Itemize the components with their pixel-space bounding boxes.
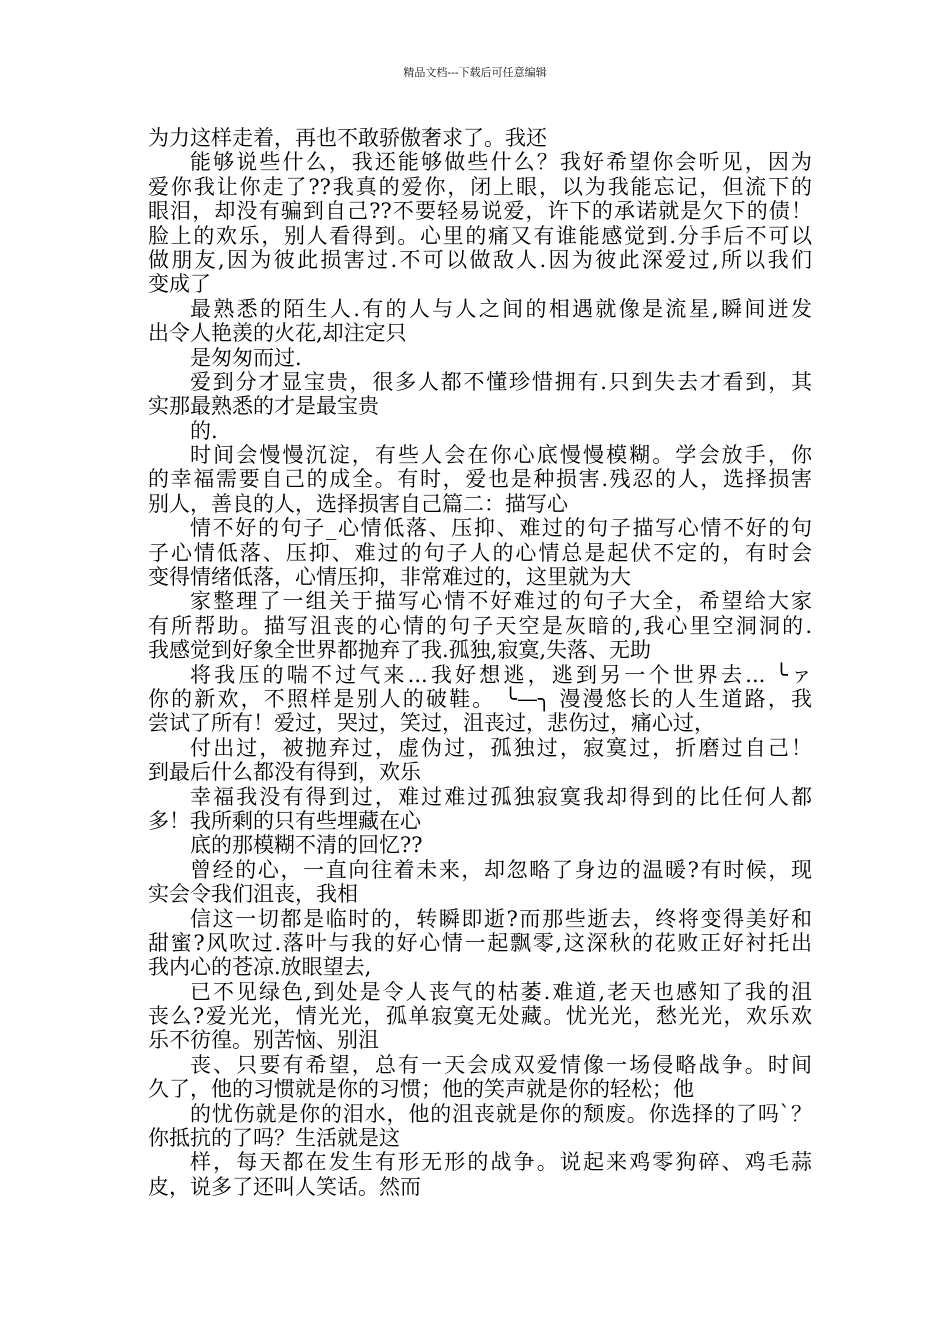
text-line: 是匆匆而过.	[190, 345, 302, 370]
text-line: 尝试了所有！爱过，哭过，笑过，沮丧过，悲伤过，痛心过，	[148, 711, 715, 736]
text-line: 幸福我没有得到过，难过难过孤独寂寞我却得到的比任何人都	[190, 784, 812, 809]
text-line: 变成了	[148, 272, 211, 297]
text-line: 你抵抗的了吗？生活就是这	[148, 1126, 400, 1151]
text-line: 付出过，被抛弃过，虚伪过，孤独过，寂寞过，折磨过自己！	[190, 735, 812, 760]
text-line: 我内心的苍凉.放眼望去,	[148, 955, 372, 980]
text-line: 我感觉到好象全世界都抛弃了我.孤独,寂寞,失落、无助	[148, 638, 652, 663]
text-line: 时间会慢慢沉淀，有些人会在你心底慢慢模糊。学会放手，你	[190, 443, 812, 468]
text-line: 眼泪，却没有骗到自己??不要轻易说爱，许下的承诺就是欠下的债！	[148, 199, 812, 224]
text-line: 爱到分才显宝贵，很多人都不懂珍惜拥有.只到失去才看到，其	[190, 369, 812, 394]
text-line: 最熟悉的陌生人.有的人与人之间的相遇就像是流星,瞬间迸发	[190, 296, 812, 321]
text-line: 爱你我让你走了??我真的爱你，闭上眼，以为我能忘记，但流下的	[148, 174, 812, 199]
text-line: 别人，善良的人，选择损害自己篇二：描写心	[148, 491, 568, 516]
text-line: 曾经的心，一直向往着未来，却忽略了身边的温暖?有时候，现	[190, 857, 812, 882]
text-line: 甜蜜?风吹过.落叶与我的好心情一起飘零,这深秋的花败正好衬托出	[148, 930, 812, 955]
text-line: 到最后什么都没有得到，欢乐	[148, 760, 421, 785]
text-line: 底的那模糊不清的回忆??	[190, 833, 423, 858]
text-line: 有所帮助。描写沮丧的心情的句子天空是灰暗的,我心里空洞洞的.	[148, 613, 812, 638]
document-body	[148, 126, 812, 1199]
text-line: 皮，说多了还叫人笑话。然而	[148, 1174, 421, 1199]
text-line: 实会令我们沮丧，我相	[148, 882, 358, 907]
text-line: 信这一切都是临时的，转瞬即逝?而那些逝去，终将变得美好和	[190, 906, 812, 931]
text-line: 做朋友,因为彼此损害过.不可以做敌人.因为彼此深爱过,所以我们	[148, 247, 812, 272]
text-line: 变得情绪低落，心情压抑，非常难过的，这里就为大	[148, 565, 631, 590]
text-line: 实那最熟悉的才是最宝贵	[148, 394, 379, 419]
text-line: 出令人艳羡的火花,却注定只	[148, 321, 407, 346]
text-line: 脸上的欢乐，别人看得到。心里的痛又有谁能感觉到.分手后不可以	[148, 223, 812, 248]
text-line: 将我压的喘不过气来...我好想逃，逃到另一个世界去... ╰ァ	[190, 662, 812, 687]
text-line: 的.	[190, 418, 218, 443]
text-line: 丧么?爱光光，情光光，孤单寂寞无处藏。忧光光，愁光光，欢乐欢	[148, 1004, 812, 1029]
text-line: 的忧伤就是你的泪水，他的沮丧就是你的颓废。你选择的了吗`？	[190, 1101, 812, 1126]
text-line: 能够说些什么，我还能够做些什么？我好希望你会听见，因为	[190, 150, 812, 175]
text-line: 已不见绿色,到处是令人丧气的枯萎.难道,老天也感知了我的沮	[190, 979, 812, 1004]
text-line: 子心情低落、压抑、难过的句子人的心情总是起伏不定的，有时会	[148, 540, 812, 565]
text-line: 乐不彷徨。别苦恼、别沮	[148, 1028, 379, 1053]
text-line: 你的新欢，不照样是别人的破鞋。 ╰—╮ 漫漫悠长的人生道路，我	[148, 686, 812, 711]
text-line: 的幸福需要自己的成全。有时，爱也是种损害.残忍的人，选择损害	[148, 467, 812, 492]
text-line: 情不好的句子_心情低落、压抑、难过的句子描写心情不好的句	[190, 516, 812, 541]
text-line: 样，每天都在发生有形无形的战争。说起来鸡零狗碎、鸡毛蒜	[190, 1150, 812, 1175]
text-line: 久了，他的习惯就是你的习惯；他的笑声就是你的轻松；他	[148, 1077, 694, 1102]
text-line: 为力这样走着，再也不敢骄傲奢求了。我还	[148, 126, 547, 150]
text-line: 丧、只要有希望，总有一天会成双爱情像一场侵略战争。时间	[190, 1052, 812, 1077]
text-line: 多！我所剩的只有些埋藏在心	[148, 808, 421, 833]
text-line: 家整理了一组关于描写心情不好难过的句子大全，希望给大家	[190, 589, 812, 614]
page-header: 精品文档---下载后可任意编辑	[403, 66, 547, 79]
